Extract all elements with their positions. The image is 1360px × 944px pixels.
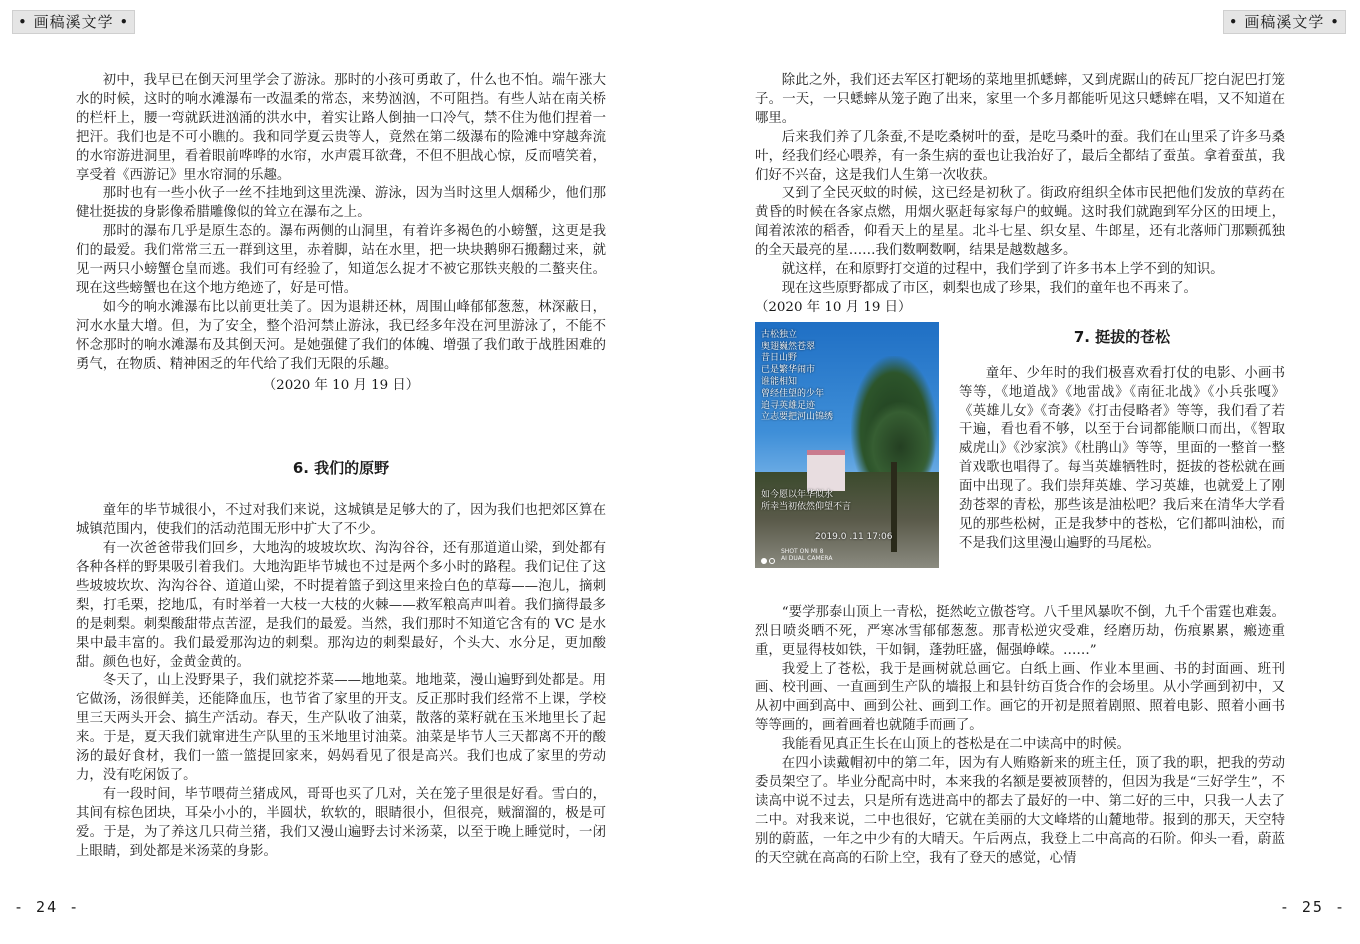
paragraph: 有一次爸爸带我们回乡，大地沟的坡坡坎坎、沟沟谷谷，还有那道道山梁，到处都有各种各样的野果吸引着我们。大地沟距毕节城也不过是两个多小时的路程。我们记住了这些坡坡坎坎、沟沟谷谷、道道山梁，不时提着篮子到这里来捡白色的草莓——泡儿，摘刺梨，打毛栗，挖地瓜，有时举着一大枝一大枝的火棘——救军粮高声叫着。我们摘得最多的是刺梨。刺梨酸甜带点苦涩，是我们的最爱。当然，我们那时不知道它含有的 VC 是水果中最丰富的。我们最爱那沟边的刺梨。那沟边的刺梨最好，个头大、水分足，更加酸甜。颜色也好，金黄金黄的。 <box>76 541 606 670</box>
paragraph: 如今的响水滩瀑布比以前更壮美了。因为退耕还林，周围山峰郁郁葱葱，林深蔽日，河水水量大增。但，为了安全，整个沿河禁止游泳，我已经多年没在河里游泳了，不能不怀念那时的响水滩瀑布及其倒天河。是她强健了我们的体魄、增强了我们敢于战胜困难的勇气，在物质、精神困乏的年代给了我们无限的乐趣。 <box>76 299 606 372</box>
paragraph: 冬天了，山上没野果子，我们就挖芥菜——地地菜。地地菜，漫山遍野到处都是。用它做汤，汤很鲜美，还能降血压，也节省了家里的开支。反正那时我们经常不上课，学校里三天两头开会、搞生产活动。春天，生产队收了油菜，散落的菜籽就在玉米地里长了起来。于是，夏天我们就窜进生产队里的玉米地里讨油菜。油菜是毕节人三天都离不开的酸汤的最好食材，我们一篮一篮提回家来，妈妈看见了很是高兴。我们也成了家里的劳动力，没有吃闲饭了。 <box>76 673 606 783</box>
paragraph: 又到了全民灭蚊的时候，这已经是初秋了。街政府组织全体市民把他们发放的草药在黄昏的时候在各家点燃，用烟火驱赶每家每户的蚊蝇。这时我们就跑到军分区的田埂上，闻着浓浓的稻香，仰看天上的星星。北斗七星、织女星、牛郎星，还有北落师门那颗孤独的全天最亮的星……我们数啊数啊，结果是越数越多。 <box>755 186 1285 259</box>
paragraph: “要学那泰山顶上一青松，挺然屹立傲苍穹。八千里风暴吹不倒，九千个雷霆也难轰。烈日喷炎晒不死，严寒冰雪郁郁葱葱。那青松逆灾受难，经磨历劫，伤痕累累，瘢迹重重，更显得枝如铁，干如铜，蓬勃旺盛，倔强峥嵘。……” <box>755 604 1285 658</box>
page-number-left: - 24 - <box>14 898 81 916</box>
paragraph: 除此之外，我们还去军区打靶场的菜地里抓蟋蟀，又到虎踞山的砖瓦厂挖白泥巴打笼子。一天，一只蟋蟀从笼子跑了出来，家里一个多月都能听见这只蟋蟀在唱，又不知道在哪里。 <box>755 73 1285 126</box>
photo-poem-overlay-lower: 如今愿以年华似水 所幸当初依然仰望不言 <box>761 489 852 512</box>
essay-date: （2020 年 10 月 19 日） <box>262 377 420 393</box>
paragraph: 我能看见真正生长在山顶上的苍松是在二中读高中的时候。 <box>781 737 1130 753</box>
section-title-7: 7. 挺拔的苍松 <box>1073 327 1171 346</box>
photo-with-text-block <box>755 322 1285 592</box>
photo-poem-overlay: 古松独立 奥翅巍然苍翠 昔日山野 已是繁华闹市 谁能相知 曾经佳望的少年 追寻英雄足迹 立志要把河山锦绣 <box>761 329 834 423</box>
left-page-column <box>76 72 606 862</box>
paragraph: 童年、少年时的我们极喜欢看打仗的电影、小画书等等，《地道战》《地雷战》《南征北战》《小兵张嘎》《英雄儿女》《奇袭》《打击侵略者》等等，我们看了若干遍，看也看不够，以至于台词都能顺口而出，《智取威虎山》《沙家滨》《杜鹃山》等等，里面的一整首一整首戏歌也唱得了。每当英雄牺牲时，挺拔的苍松就在画面中出现了。我们崇拜英雄、学习英雄，也就爱上了刚劲苍翠的青松，那些该是油松吧？我后来在清华大学看见的那些松树，正是我梦中的苍松，它们都叫油松，而不是我们这里漫山遍野的马尾松。 <box>959 365 1285 551</box>
photo-timestamp: 2019.0 .11 17:06 <box>815 531 893 542</box>
camera-watermark-icon <box>761 552 777 568</box>
page-number-right: - 25 - <box>1279 898 1346 916</box>
pine-tree-photo <box>755 322 939 568</box>
paragraph: 有一段时间，毕节喂荷兰猪成风，哥哥也买了几对，关在笼子里很是好看。雪白的，其间有棕色团块，耳朵小小的，半圆状，软软的，眼睛很小，但很亮，贼溜溜的，极是可爱。于是，为了养这几只荷兰猪，我们又漫山遍野去讨米汤菜，以至于晚上睡觉时，一闭上眼睛，到处都是米汤菜的身影。 <box>76 786 606 859</box>
paragraph: 现在这些原野都成了市区，刺梨也成了珍果，我们的童年也不再来了。 <box>781 280 1197 296</box>
paragraph: 那时的瀑布几乎是原生态的。瀑布两侧的山洞里，有着许多褐色的小螃蟹，这更是我们的最爱。我们常常三五一群到这里，赤着脚，站在水里，把一块块鹅卵石搬翻过来，就见一两只小螃蟹仓皇而逃。我们可有经验了，知道怎么捉才不被它那铁夹般的二螯夹住。现在这些螃蟹也在这个地方绝迹了，好是可惜。 <box>76 224 606 296</box>
building-in-photo <box>807 450 845 491</box>
section-title-6: 6. 我们的原野 <box>292 459 390 478</box>
paragraph: 就这样，在和原野打交道的过程中，我们学到了许多书本上学不到的知识。 <box>781 262 1224 278</box>
paragraph: 童年的毕节城很小，不过对我们来说，这城镇是足够大的了，因为我们也把郊区算在城镇范围内，使我们的活动范围无形中扩大了不少。 <box>76 503 606 538</box>
paragraph: 那时也有一些小伙子一丝不挂地到这里洗澡、游泳，因为当时这里人烟稀少，他们那健壮挺拔的身影像希腊雕像似的耸立在瀑布之上。 <box>76 186 606 221</box>
paragraph: 在四小读戴帽初中的第二年，因为有人贿赂新来的班主任，顶了我的职，把我的劳动委员架空了。毕业分配高中时，本来我的名额是要被顶替的，但因为我是“三好学生”，不读高中说不过去，只是所有选进高中的都去了最好的一中、第二好的三中，只我一人去了二中。对我来说，二中也很好，它就在美丽的大文峰塔的山麓地带。报到的那天，天空特别的蔚蓝，一年之中少有的大晴天。午后两点，我登上二中高高的石阶。仰头一看，蔚蓝的天空就在高高的石阶上空，我有了登天的感觉，心情 <box>755 756 1285 866</box>
paragraph: 后来我们养了几条蚕,不是吃桑树叶的蚕，是吃马桑叶的蚕。我们在山里采了许多马桑叶，经我们经心喂养，有一条生病的蚕也让我治好了，最后全都结了蚕茧。拿着蚕茧，我们好不兴奋，这是我们人生第一次收获。 <box>755 129 1285 183</box>
magazine-header-left: • 画稿溪文学 • <box>12 10 135 34</box>
essay-date: （2020 年 10 月 19 日） <box>755 299 912 315</box>
paragraph: 我爱上了苍松，我于是画树就总画它。白纸上画、作业本里画、书的封面画、班刊画、校刊画、一直画到生产队的墙报上和县针纺百货合作的会场里。从小学画到初中，又从初中画到高中、画到公社、画到工作。画它的开初是照着剧照、照着电影、照着小画书等等画的，画着画着也就随手而画了。 <box>755 661 1285 734</box>
paragraph: 初中，我早已在倒天河里学会了游泳。那时的小孩可勇敢了，什么也不怕。端午涨大水的时候，这时的响水滩瀑布一改温柔的常态，来势汹汹，不可阻挡。有些人站在南关桥的栏杆上，腰一弯就跃进汹涌的洪水中，着实让路人倒抽一口冷气，禁不住为他们捏着一把汗。我们也是不可小瞧的。我和同学夏云贵等人，竟然在第二级瀑布的险滩中穿越奔流的水帘游进洞里，看着眼前哗哗的水帘，水声震耳欲聋，不但不胆战心惊，反而嘻笑着，享受着《西游记》里水帘洞的乐趣。 <box>76 73 606 183</box>
right-page-column <box>755 72 1285 868</box>
magazine-header-right: • 画稿溪文学 • <box>1223 10 1346 34</box>
side-text-area <box>959 322 1285 554</box>
camera-watermark: SHOT ON MI 8 AI DUAL CAMERA <box>781 547 833 562</box>
